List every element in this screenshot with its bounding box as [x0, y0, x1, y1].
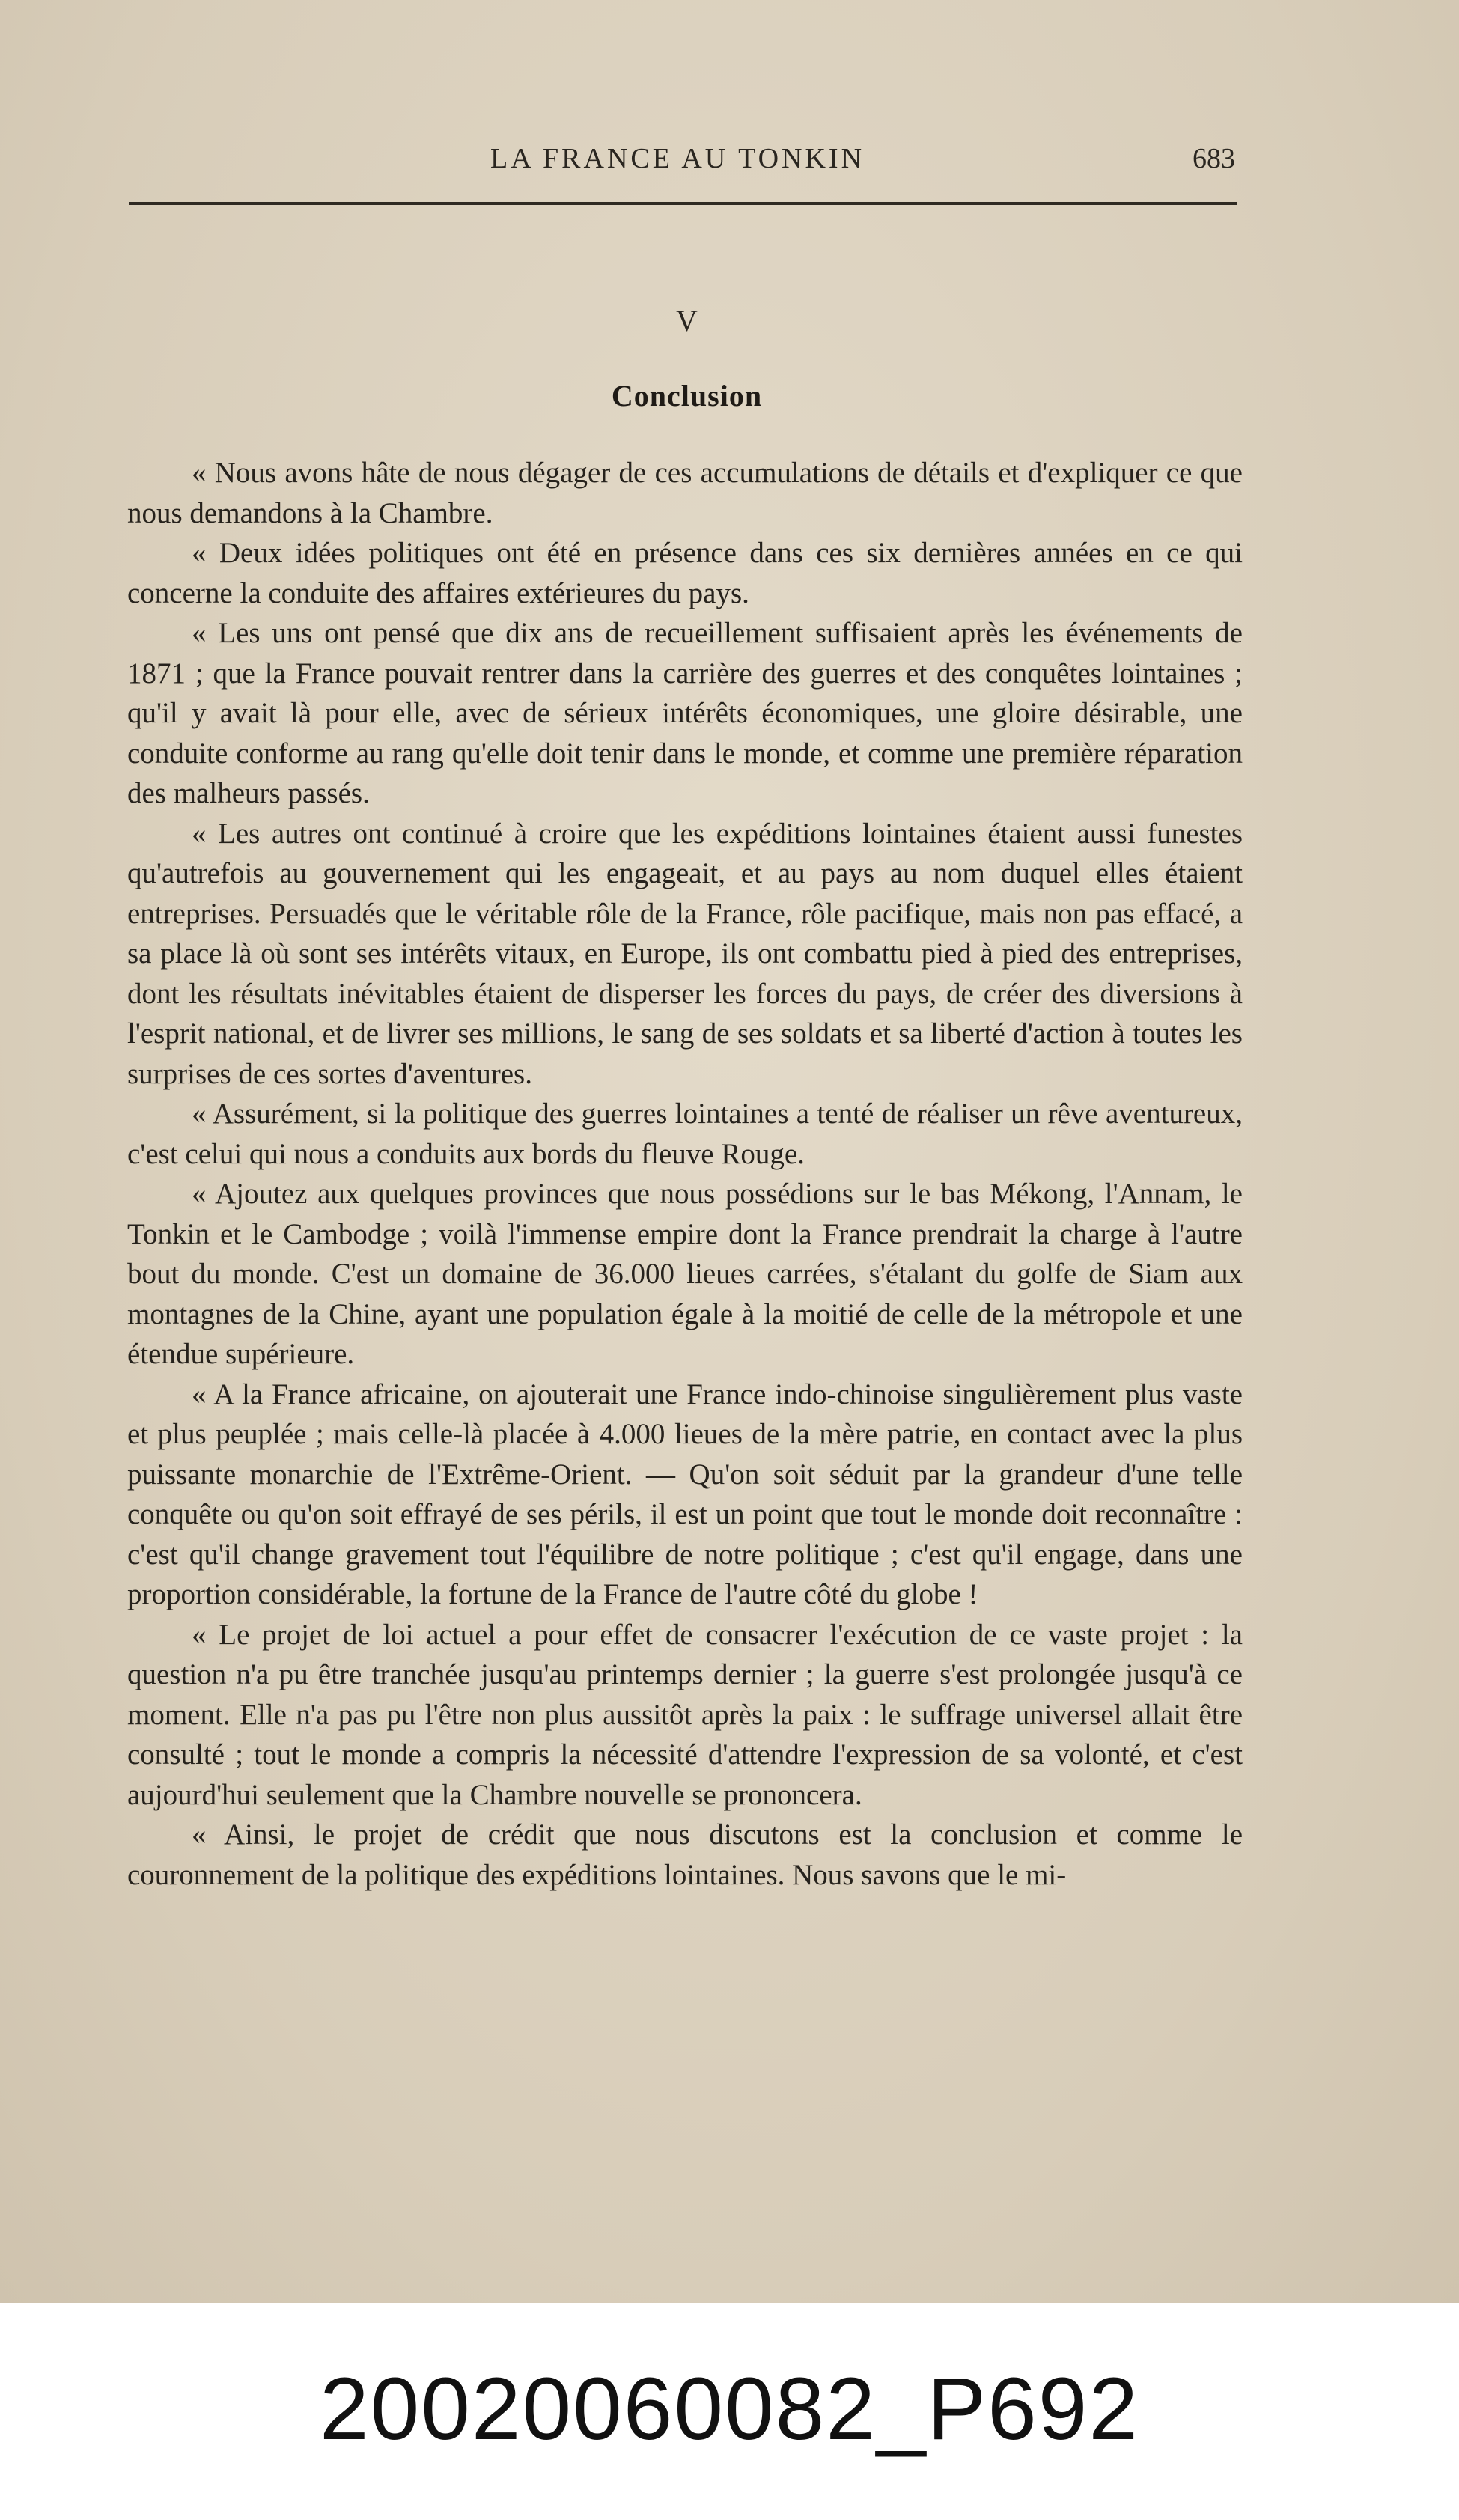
section-number: V	[676, 304, 698, 338]
paragraph: « Ainsi, le projet de crédit que nous discutons est la conclusion et comme le couronnement de la politique des expéditions lointaines. Nous savons que le mi-	[127, 1819, 1243, 1891]
paragraph: « Les uns ont pensé que dix ans de recueillement suffisaient après les événements de 1871 ; que la France pouvait rentrer dans la carrière des guerres et des conquêtes lointaines ; qu'il y avait là pour elle, avec de sérieux intérêts économiques, une gloire désirable, une conduite conforme au rang qu'elle doit tenir dans le monde, et comme une première réparation des malheurs passés.	[127, 617, 1243, 809]
paragraph: « Nous avons hâte de nous dégager de ces accumulations de détails et d'expliquer ce que nous demandons à la Chambre.	[127, 457, 1243, 529]
paragraph: « Assurément, si la politique des guerres lointaines a tenté de réaliser un rêve aventureux, c'est celui qui nous a conduits aux bords du fleuve Rouge.	[127, 1098, 1243, 1170]
running-head	[127, 142, 1235, 187]
paragraph: « Ajoutez aux quelques provinces que nous possédions sur le bas Mékong, l'Annam, le Tonkin et le Cambodge ; voilà l'immense empire dont la France prendrait la charge à l'autre bout du monde. C'est un domaine de 36.000 lieues carrées, s'étalant du golfe de Siam aux montagnes de la Chine, ayant une population égale à la moitié de celle de la métropole et une étendue supérieure.	[127, 1178, 1243, 1370]
paragraph: « A la France africaine, on ajouterait une France indo-chinoise singulièrement plus vaste et plus peuplée ; mais celle-là placée à 4.000 lieues de la mère patrie, en contact avec la plus puissante monarchie de l'Extrême-Orient. — Qu'on soit séduit par la grandeur d'une telle conquête ou qu'on soit effrayé de ses périls, il est un point que tout le monde doit reconnaître : c'est qu'il change gravement tout l'équilibre de notre politique ; c'est qu'il engage, dans une proportion considérable, la fortune de la France de l'autre côté du globe !	[127, 1378, 1243, 1610]
body-text	[127, 453, 1243, 1895]
running-title: LA FRANCE AU TONKIN	[490, 143, 865, 174]
page-number: 683	[1193, 143, 1235, 174]
header-rule	[129, 202, 1237, 205]
section-title: Conclusion	[611, 379, 763, 413]
paragraph: « Le projet de loi actuel a pour effet de consacrer l'exécution de ce vaste projet : la question n'a pu être tranchée jusqu'au printemps dernier ; la guerre s'est prolongée jusqu'à ce moment. Elle n'a pas pu l'être non plus aussitôt après la paix : le suffrage universel allait être consulté ; tout le monde a compris la nécessité d'attendre l'expression de sa volonté, et c'est aujourd'hui seulement que la Chambre nouvelle se prononcera.	[127, 1618, 1243, 1811]
paragraph: « Deux idées politiques ont été en présence dans ces six dernières années en ce qui concerne la conduite des affaires extérieures du pays.	[127, 537, 1243, 609]
scan-id-label: 20020060082_P692	[319, 2360, 1140, 2459]
paragraph: « Les autres ont continué à croire que les expéditions lointaines étaient aussi funestes qu'autrefois au gouvernement qui les engageait, et au pays au nom duquel elles étaient entreprises. Persuadés que le véritable rôle de la France, rôle pacifique, mais non pas effacé, a sa place là où sont ses intérêts vitaux, en Europe, ils ont combattu pied à pied des entreprises, dont les résultats inévitables étaient de disperser les forces du pays, de créer des diversions à l'esprit national, et de livrer ses millions, le sang de ses soldats et sa liberté d'action à toutes les surprises de ces sortes d'aventures.	[127, 817, 1243, 1090]
